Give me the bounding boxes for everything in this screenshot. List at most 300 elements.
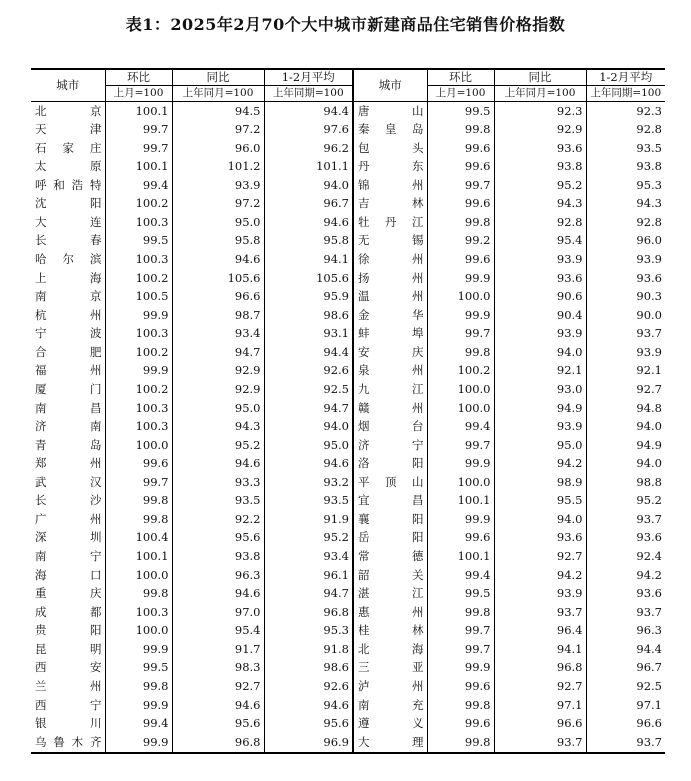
yoy-value: 93.3 — [172, 473, 264, 492]
city-name: 武汉 — [35, 474, 102, 489]
city-name: 石家庄 — [35, 140, 102, 155]
yoy-value: 97.0 — [172, 603, 264, 622]
mom-value: 100.4 — [105, 529, 172, 548]
avg-value-right: 93.9 — [586, 251, 665, 270]
yoy-value: 95.6 — [172, 529, 264, 548]
city-name-right: 遵义 — [353, 715, 427, 734]
mom-value: 99.9 — [105, 306, 172, 325]
yoy-value: 96.6 — [172, 288, 264, 307]
city-name-right: 温州 — [353, 288, 427, 307]
city-name: 海口 — [35, 567, 102, 582]
yoy-value: 95.0 — [172, 399, 264, 418]
city-name: 昆明 — [35, 641, 102, 656]
mom-value-right: 99.6 — [427, 529, 494, 548]
mom-value-right: 99.6 — [427, 158, 494, 177]
city-name-right: 扬州 — [353, 269, 427, 288]
city-name-right: 湛江 — [353, 585, 427, 604]
yoy-value-right: 95.2 — [494, 176, 586, 195]
yoy-value-right: 96.8 — [494, 659, 586, 678]
mom-group-header-right: 环比 — [427, 69, 494, 86]
table-row — [31, 696, 665, 715]
city-name-right: 北海 — [353, 640, 427, 659]
yoy-value: 105.6 — [172, 269, 264, 288]
mom-value: 99.7 — [105, 139, 172, 158]
avg-value-right: 93.6 — [586, 269, 665, 288]
yoy-value: 95.2 — [172, 436, 264, 455]
yoy-value-right: 96.6 — [494, 715, 586, 734]
yoy-value: 93.4 — [172, 325, 264, 344]
city-name: 银川 — [35, 716, 102, 731]
mom-value-right: 99.9 — [427, 659, 494, 678]
mom-value: 100.2 — [105, 195, 172, 214]
avg-value-right: 94.9 — [586, 436, 665, 455]
avg-value: 94.0 — [264, 176, 353, 195]
mom-value-right: 99.8 — [427, 213, 494, 232]
table-row — [31, 139, 665, 158]
yoy-value: 93.9 — [172, 176, 264, 195]
mom-value: 100.3 — [105, 213, 172, 232]
avg-value: 91.9 — [264, 510, 353, 529]
yoy-value-right: 93.9 — [494, 418, 586, 437]
header-row-groups — [31, 69, 665, 86]
city-name-right: 惠州 — [353, 603, 427, 622]
table-row — [31, 566, 665, 585]
avg-value: 96.8 — [264, 603, 353, 622]
table-row — [31, 473, 665, 492]
mom-value-right: 99.9 — [427, 306, 494, 325]
yoy-value: 94.6 — [172, 696, 264, 715]
table-row — [31, 158, 665, 177]
yoy-value: 94.7 — [172, 343, 264, 362]
table-row — [31, 380, 665, 399]
mom-value-right: 99.7 — [427, 436, 494, 455]
mom-value: 100.2 — [105, 343, 172, 362]
mom-value-right: 99.5 — [427, 102, 494, 121]
yoy-value-right: 95.4 — [494, 232, 586, 251]
city-name: 哈尔滨 — [35, 252, 102, 267]
mom-value: 100.3 — [105, 418, 172, 437]
table-row — [31, 306, 665, 325]
yoy-value: 97.2 — [172, 195, 264, 214]
avg-value: 96.1 — [264, 566, 353, 585]
mom-value-right: 99.6 — [427, 195, 494, 214]
avg-value-right: 94.3 — [586, 195, 665, 214]
city-name-right: 锦州 — [353, 176, 427, 195]
table-row — [31, 418, 665, 437]
avg-value-right: 93.6 — [586, 529, 665, 548]
table-row — [31, 325, 665, 344]
avg-value: 93.5 — [264, 492, 353, 511]
mom-value: 100.5 — [105, 288, 172, 307]
avg-value: 95.6 — [264, 715, 353, 734]
page-title: 表1：2025年2月70个大中城市新建商品住宅销售价格指数 — [125, 15, 566, 34]
avg-value-right: 92.4 — [586, 548, 665, 567]
city-name: 厦门 — [35, 381, 102, 396]
mom-value: 99.8 — [105, 492, 172, 511]
yoy-group-header-right: 同比 — [494, 69, 586, 86]
avg-value-right: 97.1 — [586, 696, 665, 715]
table-row — [31, 585, 665, 604]
city-name: 天津 — [35, 122, 102, 137]
mom-value-right: 100.0 — [427, 380, 494, 399]
table-row — [31, 510, 665, 529]
avg-value: 93.1 — [264, 325, 353, 344]
city-name-right: 九江 — [353, 380, 427, 399]
city-name: 沈阳 — [35, 196, 102, 211]
mom-value: 99.9 — [105, 640, 172, 659]
avg-value-right: 93.5 — [586, 139, 665, 158]
yoy-value-right: 92.7 — [494, 548, 586, 567]
avg-value-right: 95.2 — [586, 492, 665, 511]
yoy-value-right: 95.0 — [494, 436, 586, 455]
table-row — [31, 195, 665, 214]
mom-value: 100.3 — [105, 399, 172, 418]
avg-value: 98.6 — [264, 306, 353, 325]
yoy-value-right: 93.6 — [494, 269, 586, 288]
table-row — [31, 640, 665, 659]
avg-value-right: 95.3 — [586, 176, 665, 195]
avg-value-right: 93.9 — [586, 343, 665, 362]
table-row — [31, 213, 665, 232]
avg-value-right: 96.0 — [586, 232, 665, 251]
avg-base-header-right: 上年同期=100 — [586, 86, 665, 102]
mom-value-right: 99.8 — [427, 343, 494, 362]
mom-value-right: 99.8 — [427, 121, 494, 140]
city-name-right: 泸州 — [353, 677, 427, 696]
mom-value: 99.8 — [105, 510, 172, 529]
avg-value-right: 93.8 — [586, 158, 665, 177]
yoy-value: 92.2 — [172, 510, 264, 529]
city-name: 济南 — [35, 419, 102, 434]
yoy-value-right: 93.9 — [494, 325, 586, 344]
mom-value-right: 100.1 — [427, 548, 494, 567]
avg-value: 95.8 — [264, 232, 353, 251]
city-name: 西宁 — [35, 697, 102, 712]
avg-value: 95.9 — [264, 288, 353, 307]
avg-value: 96.9 — [264, 733, 353, 753]
yoy-value-right: 94.2 — [494, 455, 586, 474]
avg-value: 97.6 — [264, 121, 353, 140]
city-name: 南宁 — [35, 549, 102, 564]
yoy-value-right: 94.1 — [494, 640, 586, 659]
avg-value: 95.3 — [264, 622, 353, 641]
yoy-value-right: 92.9 — [494, 121, 586, 140]
city-name-right: 蚌埠 — [353, 325, 427, 344]
yoy-value: 95.4 — [172, 622, 264, 641]
city-name-right: 吉林 — [353, 195, 427, 214]
yoy-value: 95.6 — [172, 715, 264, 734]
price-index-table — [31, 68, 665, 754]
mom-value: 99.9 — [105, 696, 172, 715]
avg-value-right: 93.6 — [586, 585, 665, 604]
mom-value: 99.5 — [105, 659, 172, 678]
table-row — [31, 529, 665, 548]
yoy-value: 96.3 — [172, 566, 264, 585]
avg-value: 93.2 — [264, 473, 353, 492]
avg-value-right: 93.7 — [586, 510, 665, 529]
mom-value: 99.7 — [105, 121, 172, 140]
yoy-base-header: 上年同月=100 — [172, 86, 264, 102]
city-name: 北京 — [35, 103, 102, 118]
yoy-value-right: 92.1 — [494, 362, 586, 381]
mom-value: 99.4 — [105, 715, 172, 734]
yoy-base-header-right: 上年同月=100 — [494, 86, 586, 102]
avg-value-right: 98.8 — [586, 473, 665, 492]
table-row — [31, 269, 665, 288]
city-name: 贵阳 — [35, 623, 102, 638]
yoy-value-right: 93.0 — [494, 380, 586, 399]
city-name-right: 平顶山 — [353, 473, 427, 492]
yoy-value-right: 94.0 — [494, 510, 586, 529]
avg-value-right: 93.7 — [586, 325, 665, 344]
table-row — [31, 677, 665, 696]
city-name-right: 常德 — [353, 548, 427, 567]
mom-value: 100.3 — [105, 603, 172, 622]
avg-value: 95.2 — [264, 529, 353, 548]
yoy-value: 94.3 — [172, 418, 264, 437]
table-row — [31, 251, 665, 270]
table-row — [31, 548, 665, 567]
yoy-value: 95.0 — [172, 213, 264, 232]
mom-value: 99.5 — [105, 232, 172, 251]
yoy-value-right: 92.8 — [494, 213, 586, 232]
city-name-right: 岳阳 — [353, 529, 427, 548]
yoy-value: 92.9 — [172, 380, 264, 399]
mom-value-right: 99.7 — [427, 640, 494, 659]
yoy-group-header: 同比 — [172, 69, 264, 86]
city-name-right: 徐州 — [353, 251, 427, 270]
yoy-value: 95.8 — [172, 232, 264, 251]
city-name: 福州 — [35, 363, 102, 378]
avg-value-right: 92.3 — [586, 102, 665, 121]
city-name: 深圳 — [35, 530, 102, 545]
avg-value: 105.6 — [264, 269, 353, 288]
mom-value: 100.1 — [105, 548, 172, 567]
mom-value-right: 99.7 — [427, 325, 494, 344]
yoy-value-right: 93.9 — [494, 251, 586, 270]
city-name: 太原 — [35, 159, 102, 174]
avg-base-header: 上年同期=100 — [264, 86, 353, 102]
avg-value: 94.4 — [264, 343, 353, 362]
mom-value-right: 99.6 — [427, 251, 494, 270]
city-name: 南京 — [35, 289, 102, 304]
avg-value-right: 92.8 — [586, 213, 665, 232]
avg-value: 98.6 — [264, 659, 353, 678]
yoy-value-right: 93.6 — [494, 529, 586, 548]
city-name-right: 洛阳 — [353, 455, 427, 474]
avg-value-right: 96.3 — [586, 622, 665, 641]
mom-value: 99.7 — [105, 473, 172, 492]
avg-value-right: 90.3 — [586, 288, 665, 307]
city-name: 重庆 — [35, 586, 102, 601]
city-name-right: 金华 — [353, 306, 427, 325]
city-name-right: 韶关 — [353, 566, 427, 585]
mom-group-header: 环比 — [105, 69, 172, 86]
yoy-value-right: 96.4 — [494, 622, 586, 641]
avg-value: 91.8 — [264, 640, 353, 659]
avg-value: 94.7 — [264, 585, 353, 604]
table-header — [31, 69, 665, 102]
avg-group-header: 1-2月平均 — [264, 69, 353, 86]
avg-value: 96.2 — [264, 139, 353, 158]
avg-group-header-right: 1-2月平均 — [586, 69, 665, 86]
mom-value-right: 99.7 — [427, 176, 494, 195]
avg-value-right: 94.4 — [586, 640, 665, 659]
mom-value-right: 99.6 — [427, 139, 494, 158]
yoy-value-right: 97.1 — [494, 696, 586, 715]
city-name-right: 南充 — [353, 696, 427, 715]
mom-value-right: 99.8 — [427, 696, 494, 715]
yoy-value: 93.5 — [172, 492, 264, 511]
mom-value: 99.8 — [105, 677, 172, 696]
table-row — [31, 492, 665, 511]
mom-value-right: 99.9 — [427, 510, 494, 529]
avg-value-right: 96.7 — [586, 659, 665, 678]
mom-value: 99.9 — [105, 733, 172, 753]
avg-value: 94.0 — [264, 418, 353, 437]
city-name-right: 唐山 — [353, 102, 427, 121]
table-row — [31, 288, 665, 307]
avg-value-right: 92.7 — [586, 380, 665, 399]
city-name-right: 丹东 — [353, 158, 427, 177]
avg-value: 92.6 — [264, 677, 353, 696]
mom-value-right: 100.2 — [427, 362, 494, 381]
avg-value: 94.1 — [264, 251, 353, 270]
mom-value-right: 100.1 — [427, 492, 494, 511]
city-name: 上海 — [35, 270, 102, 285]
city-name-right: 济宁 — [353, 436, 427, 455]
yoy-value-right: 92.3 — [494, 102, 586, 121]
header-row-bases — [31, 86, 665, 102]
city-name: 杭州 — [35, 307, 102, 322]
avg-value: 94.6 — [264, 213, 353, 232]
city-name: 长沙 — [35, 493, 102, 508]
city-name-right: 赣州 — [353, 399, 427, 418]
avg-value: 96.7 — [264, 195, 353, 214]
city-name-right: 烟台 — [353, 418, 427, 437]
avg-value: 95.0 — [264, 436, 353, 455]
mom-value-right: 99.8 — [427, 733, 494, 753]
mom-value: 100.1 — [105, 158, 172, 177]
yoy-value: 92.7 — [172, 677, 264, 696]
yoy-value: 97.2 — [172, 121, 264, 140]
yoy-value: 98.7 — [172, 306, 264, 325]
avg-value: 94.6 — [264, 455, 353, 474]
mom-value: 99.6 — [105, 455, 172, 474]
mom-value-right: 99.9 — [427, 269, 494, 288]
yoy-value-right: 95.5 — [494, 492, 586, 511]
table-row — [31, 436, 665, 455]
yoy-value-right: 90.4 — [494, 306, 586, 325]
yoy-value-right: 94.2 — [494, 566, 586, 585]
avg-value: 101.1 — [264, 158, 353, 177]
table-body — [31, 102, 665, 753]
city-name-right: 秦皇岛 — [353, 121, 427, 140]
avg-value-right: 96.6 — [586, 715, 665, 734]
table-row — [31, 176, 665, 195]
city-column-header-right: 城市 — [353, 69, 427, 102]
yoy-value: 98.3 — [172, 659, 264, 678]
avg-value: 94.7 — [264, 399, 353, 418]
city-name-right: 襄阳 — [353, 510, 427, 529]
city-name-right: 宜昌 — [353, 492, 427, 511]
city-name: 大连 — [35, 214, 102, 229]
yoy-value: 94.5 — [172, 102, 264, 121]
table-row — [31, 622, 665, 641]
yoy-value-right: 93.7 — [494, 603, 586, 622]
avg-value-right: 92.8 — [586, 121, 665, 140]
city-name-right: 无锡 — [353, 232, 427, 251]
mom-value: 100.0 — [105, 622, 172, 641]
city-name: 合肥 — [35, 344, 102, 359]
city-name: 西安 — [35, 660, 102, 675]
table-row — [31, 232, 665, 251]
mom-value-right: 100.0 — [427, 288, 494, 307]
city-name-right: 大理 — [353, 733, 427, 753]
avg-value-right: 92.5 — [586, 677, 665, 696]
yoy-value: 93.8 — [172, 548, 264, 567]
mom-value-right: 100.0 — [427, 473, 494, 492]
mom-value: 99.9 — [105, 362, 172, 381]
avg-value-right: 94.0 — [586, 418, 665, 437]
table-row — [31, 603, 665, 622]
mom-value: 100.3 — [105, 251, 172, 270]
mom-base-header: 上月=100 — [105, 86, 172, 102]
city-name: 乌鲁木齐 — [35, 734, 102, 749]
yoy-value: 94.6 — [172, 251, 264, 270]
yoy-value-right: 93.9 — [494, 585, 586, 604]
mom-value-right: 99.2 — [427, 232, 494, 251]
yoy-value: 92.9 — [172, 362, 264, 381]
table-row — [31, 715, 665, 734]
mom-value-right: 99.6 — [427, 715, 494, 734]
mom-value: 100.2 — [105, 269, 172, 288]
avg-value-right: 94.0 — [586, 455, 665, 474]
city-name-right: 安庆 — [353, 343, 427, 362]
yoy-value: 96.8 — [172, 733, 264, 753]
yoy-value: 96.0 — [172, 139, 264, 158]
mom-value: 99.4 — [105, 176, 172, 195]
yoy-value: 94.6 — [172, 455, 264, 474]
mom-value-right: 99.7 — [427, 622, 494, 641]
avg-value: 92.5 — [264, 380, 353, 399]
mom-value-right: 100.0 — [427, 399, 494, 418]
city-name: 宁波 — [35, 326, 102, 341]
avg-value: 93.4 — [264, 548, 353, 567]
city-name-right: 三亚 — [353, 659, 427, 678]
avg-value-right: 92.1 — [586, 362, 665, 381]
yoy-value-right: 92.7 — [494, 677, 586, 696]
table-row — [31, 121, 665, 140]
city-name-right: 桂林 — [353, 622, 427, 641]
city-name: 广州 — [35, 511, 102, 526]
city-name-right: 包头 — [353, 139, 427, 158]
table-row — [31, 455, 665, 474]
avg-value-right: 94.2 — [586, 566, 665, 585]
city-name: 成都 — [35, 604, 102, 619]
city-name-right: 泉州 — [353, 362, 427, 381]
city-name: 郑州 — [35, 456, 102, 471]
city-name: 青岛 — [35, 437, 102, 452]
mom-value: 100.0 — [105, 436, 172, 455]
city-name: 南昌 — [35, 400, 102, 415]
mom-value-right: 99.4 — [427, 566, 494, 585]
table-row — [31, 659, 665, 678]
yoy-value: 101.2 — [172, 158, 264, 177]
table-row — [31, 399, 665, 418]
avg-value-right: 90.0 — [586, 306, 665, 325]
avg-value: 94.4 — [264, 102, 353, 121]
